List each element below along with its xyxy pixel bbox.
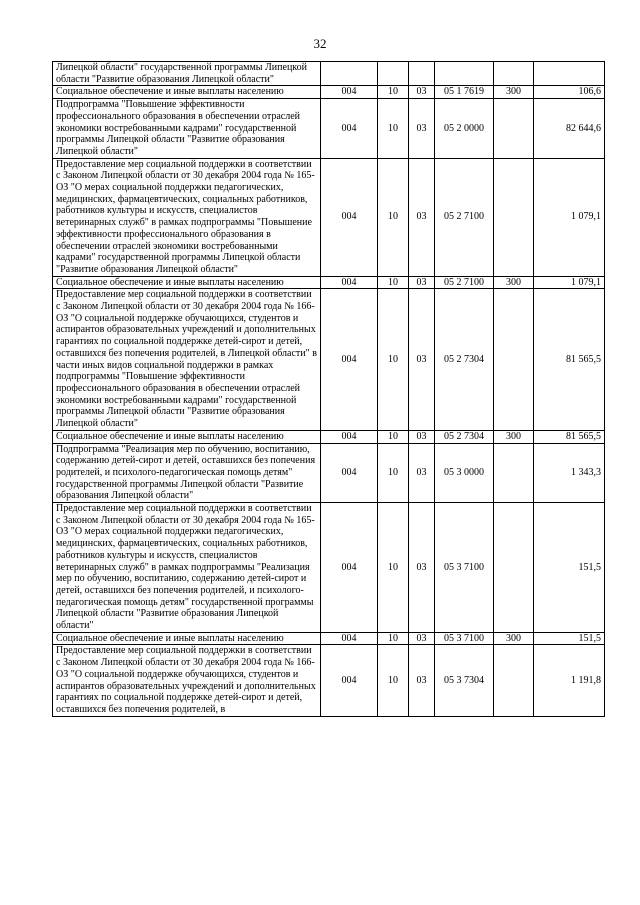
row-section-cell [378,62,409,86]
row-ved-cell: 004 [321,443,378,503]
row-target-article-cell: 05 3 7100 [435,503,494,633]
row-amount-cell: 106,6 [534,86,605,99]
row-target-article-cell: 05 2 0000 [435,99,494,159]
row-section-cell: 10 [378,276,409,289]
row-name-cell: Подпрограмма "Повышение эффективности профессионального образования в обеспечении отраслей экономики востребованными кадрами" государственной программы Липецкой области "Развитие образования Липецкой области" [53,99,321,159]
row-subsection-cell: 03 [409,632,435,645]
row-section-cell: 10 [378,158,409,276]
row-amount-cell: 82 644,6 [534,99,605,159]
row-amount-cell: 81 565,5 [534,430,605,443]
row-subsection-cell: 03 [409,430,435,443]
row-section-cell: 10 [378,503,409,633]
row-ved-cell: 004 [321,158,378,276]
row-target-article-cell: 05 3 0000 [435,443,494,503]
row-amount-cell: 1 343,3 [534,443,605,503]
row-subsection-cell: 03 [409,99,435,159]
table-row [53,86,605,99]
row-expense-type-cell [494,645,534,716]
row-target-article-cell: 05 3 7304 [435,645,494,716]
table-row [53,443,605,503]
row-ved-cell [321,62,378,86]
row-expense-type-cell: 300 [494,276,534,289]
row-ved-cell: 004 [321,632,378,645]
row-target-article-cell: 05 2 7304 [435,289,494,430]
row-subsection-cell: 03 [409,289,435,430]
row-subsection-cell: 03 [409,86,435,99]
budget-table [52,61,605,717]
row-name-cell: Социальное обеспечение и иные выплаты населению [53,276,321,289]
row-section-cell: 10 [378,99,409,159]
row-expense-type-cell [494,99,534,159]
row-expense-type-cell [494,158,534,276]
table-row [53,503,605,633]
row-section-cell: 10 [378,632,409,645]
row-ved-cell: 004 [321,276,378,289]
row-amount-cell: 1 079,1 [534,158,605,276]
table-row [53,632,605,645]
row-name-cell: Социальное обеспечение и иные выплаты населению [53,632,321,645]
table-row [53,276,605,289]
row-amount-cell: 151,5 [534,632,605,645]
row-name-cell: Предоставление мер социальной поддержки в соответствии с Законом Липецкой области от 30 декабря 2004 года № 166-ОЗ "О социальной поддержке обучающихся, студентов и аспирантов образовательных учреждений и дополнительных гарантиях по социальной поддержке детей-сирот и детей, оставшихся без попечения родителей, в [53,645,321,716]
row-amount-cell [534,62,605,86]
row-name-cell: Липецкой области" государственной программы Липецкой области "Развитие образования Липецкой области" [53,62,321,86]
row-expense-type-cell: 300 [494,86,534,99]
row-name-cell: Социальное обеспечение и иные выплаты населению [53,86,321,99]
row-ved-cell: 004 [321,503,378,633]
row-section-cell: 10 [378,289,409,430]
table-row [53,645,605,716]
row-expense-type-cell [494,289,534,430]
row-subsection-cell: 03 [409,276,435,289]
row-subsection-cell: 03 [409,645,435,716]
table-row [53,158,605,276]
row-target-article-cell: 05 2 7304 [435,430,494,443]
row-expense-type-cell [494,443,534,503]
row-amount-cell: 151,5 [534,503,605,633]
table-row [53,99,605,159]
row-expense-type-cell [494,503,534,633]
row-section-cell: 10 [378,645,409,716]
row-ved-cell: 004 [321,645,378,716]
row-expense-type-cell: 300 [494,632,534,645]
row-target-article-cell: 05 1 7619 [435,86,494,99]
row-section-cell: 10 [378,430,409,443]
row-target-article-cell: 05 2 7100 [435,158,494,276]
table-row [53,430,605,443]
page-number: 32 [313,36,327,51]
row-section-cell: 10 [378,86,409,99]
row-name-cell: Подпрограмма "Реализация мер по обучению, воспитанию, содержанию детей-сирот и детей, оставшихся без попечения родителей, и психолого-педагогическая помощь детям" государственной программы Липецкой области "Развитие образования Липецкой области" [53,443,321,503]
row-amount-cell: 1 079,1 [534,276,605,289]
row-target-article-cell: 05 3 7100 [435,632,494,645]
table-row [53,62,605,86]
row-ved-cell: 004 [321,430,378,443]
row-target-article-cell [435,62,494,86]
row-subsection-cell: 03 [409,443,435,503]
row-subsection-cell: 03 [409,158,435,276]
row-name-cell: Социальное обеспечение и иные выплаты населению [53,430,321,443]
table-body [53,62,605,717]
row-target-article-cell: 05 2 7100 [435,276,494,289]
row-ved-cell: 004 [321,99,378,159]
row-ved-cell: 004 [321,86,378,99]
row-subsection-cell: 03 [409,503,435,633]
row-subsection-cell [409,62,435,86]
row-expense-type-cell [494,62,534,86]
row-name-cell: Предоставление мер социальной поддержки в соответствии с Законом Липецкой области от 30 декабря 2004 года № 165-ОЗ "О мерах социальной поддержки педагогических, медицинских, фармацевтических, социальных работников, работников культуры и искусств, специалистов ветеринарных служб" в рамках подпрограммы "Реализация мер по обучению, воспитанию, содержанию детей-сирот и детей, оставшихся без попечения родителей, и психолого-педагогическая помощь детям" государственной программы Липецкой области "Развитие образования Липецкой области" [53,503,321,633]
row-ved-cell: 004 [321,289,378,430]
table-row [53,289,605,430]
row-amount-cell: 81 565,5 [534,289,605,430]
row-name-cell: Предоставление мер социальной поддержки в соответствии с Законом Липецкой области от 30 декабря 2004 года № 165-ОЗ "О мерах социальной поддержки педагогических, медицинских, фармацевтических, социальных работников, работников культуры и искусств, специалистов ветеринарных служб" в рамках подпрограммы "Повышение эффективности профессионального образования в обеспечении отраслей экономики востребованными кадрами" государственной программы Липецкой области "Развитие образования Липецкой области" [53,158,321,276]
row-section-cell: 10 [378,443,409,503]
row-name-cell: Предоставление мер социальной поддержки в соответствии с Законом Липецкой области от 30 декабря 2004 года № 166-ОЗ "О социальной поддержке обучающихся, студентов и аспирантов образовательных учреждений и дополнительных гарантиях по социальной поддержке детей-сирот и детей, оставшихся без попечения родителей, в Липецкой области" в части иных видов социальной поддержки в рамках подпрограммы "Повышение эффективности профессионального образования в обеспечении отраслей экономики востребованными кадрами" государственной программы Липецкой области "Развитие образования Липецкой области" [53,289,321,430]
row-expense-type-cell: 300 [494,430,534,443]
row-amount-cell: 1 191,8 [534,645,605,716]
